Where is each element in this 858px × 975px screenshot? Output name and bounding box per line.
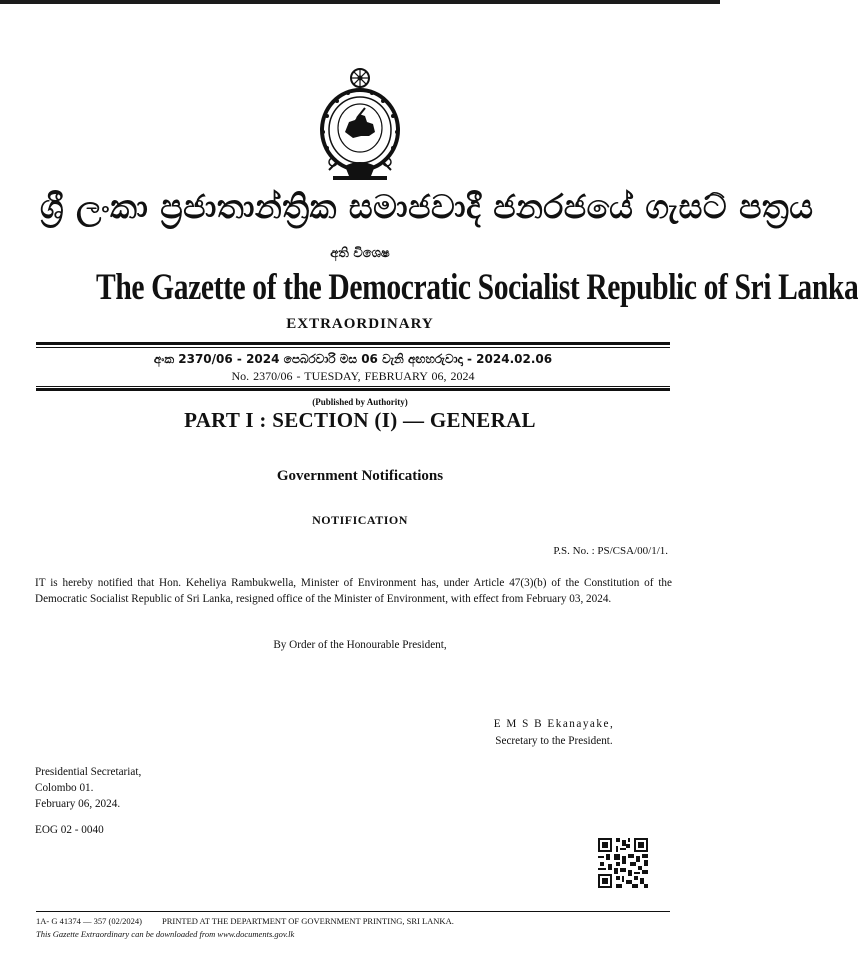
- footer-print-line: [36, 916, 676, 926]
- qr-code-icon: [598, 838, 648, 888]
- header-rule-top-thin: [36, 347, 670, 348]
- address-line-3: February 06, 2024.: [35, 798, 121, 810]
- issue-line-sinhala: අංක 2370/06 - 2024 පෙබරවාරි මස 06 වැනි අඟහරුවාදා - 2024.02.06: [153, 352, 553, 366]
- notification-label: NOTIFICATION: [312, 513, 408, 527]
- address-line-1: Presidential Secretariat,: [35, 766, 142, 778]
- notification-body: IT is hereby notified that Hon. Keheliya Rambukwella, Minister of Environment has, under Article 47(3)(b) of the Constitution of the Democratic Socialist Republic of Sri Lanka, resigned office of the Minister of Environment, with effect from February 03, 2024.: [35, 577, 672, 605]
- footer-code: 1A- G 41374 — 357 (02/2024): [36, 916, 143, 926]
- ps-number: P.S. No. : PS/CSA/00/1/1.: [553, 545, 668, 557]
- sri-lanka-emblem-icon: [309, 66, 411, 188]
- header-rule-bottom-thin: [36, 386, 670, 387]
- issue-line-english: No. 2370/06 - TUESDAY, FEBRUARY 06, 2024: [231, 369, 475, 383]
- extraordinary-label: EXTRAORDINARY: [286, 316, 434, 332]
- gazette-title-sinhala: ශ්‍රී ලංකා ප්‍රජාතාන්ත්‍රික සමාජවාදී ජනරජයේ ගැසට් පත්‍රය: [40, 187, 814, 226]
- gazette-title-english: The Gazette of the Democratic Socialist Republic of Sri Lanka: [96, 267, 858, 308]
- address-block: [35, 764, 285, 812]
- top-border: [0, 0, 720, 4]
- signatory-block: [440, 716, 668, 750]
- by-order-line: By Order of the Honourable President,: [273, 639, 447, 651]
- part-title: PART I : SECTION (I) — GENERAL: [184, 408, 536, 432]
- address-line-2: Colombo 01.: [35, 782, 94, 794]
- published-by-authority: (Published by Authority): [312, 397, 408, 407]
- section-heading: Government Notifications: [276, 468, 444, 484]
- footer-rule: [36, 911, 670, 912]
- footer-printed: PRINTED AT THE DEPARTMENT OF GOVERNMENT PRINTING, SRI LANKA.: [162, 916, 454, 926]
- extraordinary-sinhala: අති විශෙෂ: [330, 246, 390, 261]
- signatory-title: Secretary to the President.: [495, 735, 613, 747]
- footer-download-note: This Gazette Extraordinary can be downloaded from www.documents.gov.lk: [36, 929, 295, 939]
- signatory-name: E M S B Ekanayake,: [493, 718, 615, 730]
- header-rule-top: [36, 342, 670, 345]
- header-rule-bottom: [36, 388, 670, 391]
- eog-number: EOG 02 - 0040: [35, 824, 104, 836]
